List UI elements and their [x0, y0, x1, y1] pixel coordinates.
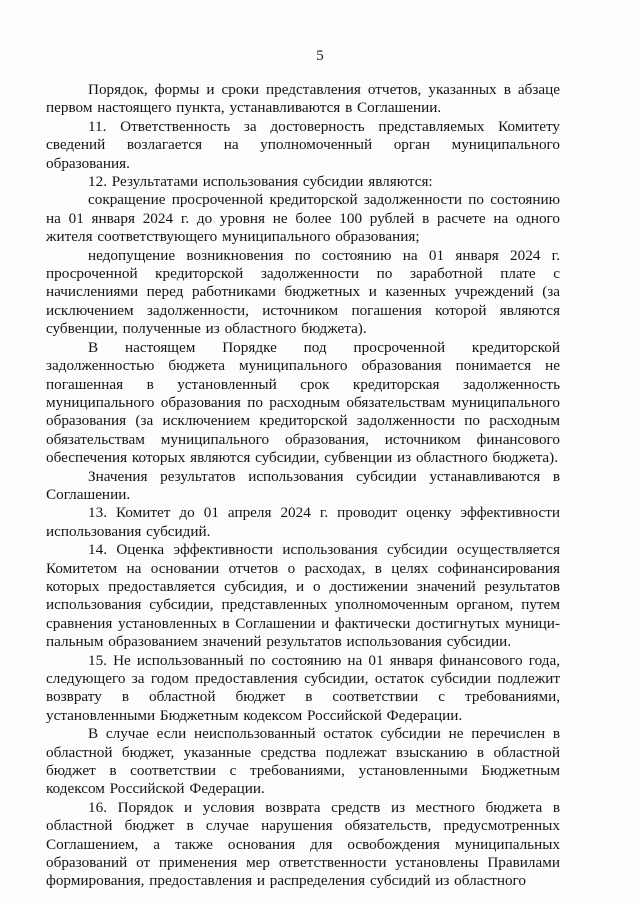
paragraph-12-results-heading: 12. Результатами использования субсидии являются: — [88, 173, 433, 191]
paragraph-result-debt-reduction: сокращение просроченной кредиторской задолженности по состоянию на 01 января 2024 г. до уровня не более 100 рублей в расчете на одного жителя соответствующего муниципального образования; — [46, 191, 560, 246]
paragraph-result-wage-arrears: недопущение возникновения по состоянию на 01 января 2024 г. просроченной кредиторской задолженности по заработной плате с начислениями перед работниками бюджетных и казенных учреждений (за исключением задолженности, источником погашения которой являются субвенции, полученные из областного бюджета). — [46, 246, 560, 338]
paragraph-11-responsibility: 11. Ответственность за достоверность представляемых Комитету сведений возлагается на уполномоченный орган муниципального образования. — [46, 117, 560, 172]
paragraph-16-return-conditions: 16. Порядок и условия возврата средств из местного бюджета в областной бюджет в случае нарушения обязательств, предусмотренных Соглашением, а также основания для освобождения муниципальных образований от применения мер ответственности установлены Правилами формирования, предоставления и распределения субсидий из областного — [46, 798, 560, 890]
paragraph-13-evaluation-deadline: 13. Комитет до 01 апреля 2024 г. проводит оценку эффективности использования субсидий. — [46, 504, 560, 540]
paragraph-reporting-procedure: Порядок, формы и сроки представления отчетов, указанных в абзаце первом настоящего пункта, устанавливаются в Соглашении. — [46, 81, 560, 117]
page-number: 5 — [316, 48, 324, 64]
paragraph-15-unused-balance: 15. Не использованный по состоянию на 01 января финансового года, следующего за годом предоставления субсидии, остаток субсидии подлежит возврату в областной бюджет в соответствии с требованиями, установленными Бюджетным кодексом Российской Федерации. — [46, 651, 560, 724]
paragraph-debt-definition: В настоящем Порядке под просроченной кредиторской задолженностью бюджета муниципального образования понимается не погашенная в установленный срок кредиторская задолженность муниципального образования по расходным обязательствам муниципального образования (за исключением кредиторской задолженности по расходным обязательствам муниципального образования, источником финансового обеспечения которых являются субсидии, субвенции из областного бюджета). — [46, 338, 560, 467]
paragraph-unused-balance-recovery: В случае если неиспользованный остаток субсидии не перечислен в областной бюджет, указанные средства подлежат взысканию в областной бюджет в соответствии с требованиями, установленными Бюджетным кодексом Российской Федерации. — [46, 725, 560, 798]
paragraph-result-values: Значения результатов использования субсидии устанавливаются в Соглашении. — [46, 467, 560, 503]
document-body — [46, 81, 560, 891]
paragraph-14-evaluation-method: 14. Оценка эффективности использования субсидии осуществляется Комитетом на основании отчетов о расходах, в целях софинансирования которых предоставляется субсидия, и о достижении значений результатов использования субсидии, представленных уполномоченным органом, путем сравнения установленных в Соглашении и фактически достигнутых муници-пальным образованием значений результатов использования субсидии. — [46, 541, 560, 651]
